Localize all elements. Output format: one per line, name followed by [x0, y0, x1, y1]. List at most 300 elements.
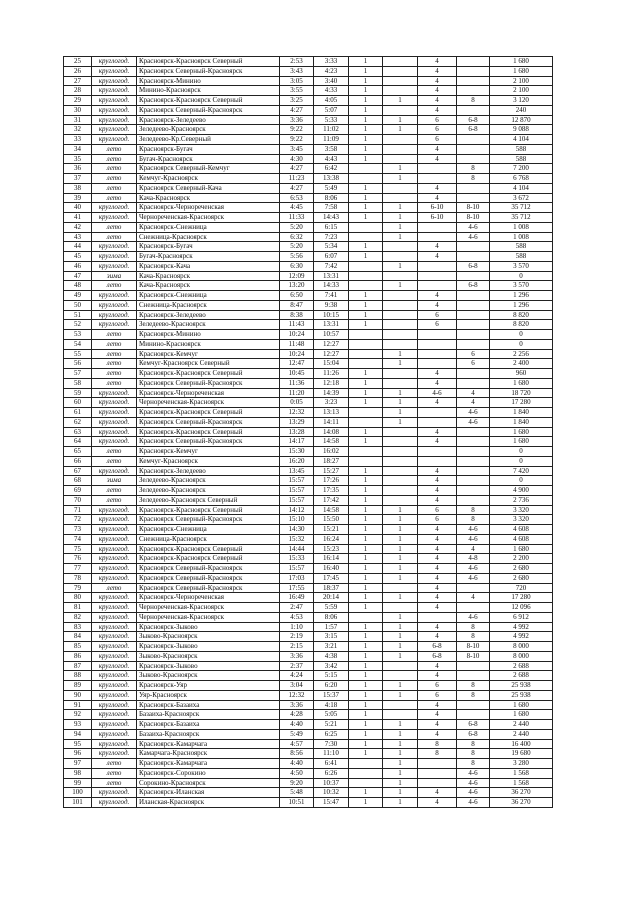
arrival-time-cell: 5:15: [314, 671, 349, 681]
count-a-cell: 1: [349, 76, 383, 86]
row-number-cell: 79: [64, 583, 92, 593]
count-b-cell: [383, 339, 418, 349]
season-cell: зима: [92, 271, 137, 281]
row-number-cell: 58: [64, 378, 92, 388]
table-row: [64, 252, 553, 262]
cars-a-cell: 4: [418, 96, 457, 106]
count-a-cell: [349, 261, 383, 271]
route-cell: Красноярск-Камарчага: [137, 739, 280, 749]
count-b-cell: [383, 105, 418, 115]
table-row: [64, 671, 553, 681]
cars-a-cell: [418, 271, 457, 281]
amount-cell: 1 296: [490, 300, 553, 310]
cars-b-cell: 8: [457, 749, 490, 759]
departure-time-cell: 3:43: [280, 66, 314, 76]
count-a-cell: [349, 232, 383, 242]
count-a-cell: 1: [349, 378, 383, 388]
cars-b-cell: 6-8: [457, 720, 490, 730]
count-b-cell: 1: [383, 213, 418, 223]
cars-a-cell: 4: [418, 583, 457, 593]
cars-b-cell: 4-6: [457, 768, 490, 778]
table-row: [64, 183, 553, 193]
cars-a-cell: 4: [418, 398, 457, 408]
departure-time-cell: 13:29: [280, 417, 314, 427]
arrival-time-cell: 10:37: [314, 778, 349, 788]
cars-a-cell: 4: [418, 378, 457, 388]
count-b-cell: [383, 242, 418, 252]
count-b-cell: [383, 466, 418, 476]
season-cell: круглогод.: [92, 690, 137, 700]
table-row: [64, 320, 553, 330]
arrival-time-cell: 10:15: [314, 310, 349, 320]
cars-b-cell: 4-6: [457, 534, 490, 544]
count-b-cell: [383, 495, 418, 505]
departure-time-cell: 6:53: [280, 193, 314, 203]
amount-cell: 25 938: [490, 681, 553, 691]
table-row: [64, 378, 553, 388]
count-b-cell: 1: [383, 720, 418, 730]
amount-cell: 36 270: [490, 798, 553, 808]
route-cell: Сорокино-Красноярск: [137, 778, 280, 788]
season-cell: лето: [92, 456, 137, 466]
count-a-cell: [349, 447, 383, 457]
count-a-cell: [349, 330, 383, 340]
cars-a-cell: 4: [418, 573, 457, 583]
cars-a-cell: 4: [418, 291, 457, 301]
cars-a-cell: 4: [418, 466, 457, 476]
route-cell: Красноярск-Чернореченская: [137, 593, 280, 603]
cars-b-cell: 6-8: [457, 281, 490, 291]
table-row: [64, 632, 553, 642]
cars-a-cell: 4: [418, 476, 457, 486]
count-b-cell: [383, 57, 418, 67]
arrival-time-cell: 6:07: [314, 252, 349, 262]
schedule-rows: [64, 57, 553, 808]
route-cell: Красноярск-Кемчуг: [137, 447, 280, 457]
arrival-time-cell: 15:47: [314, 798, 349, 808]
cars-a-cell: [418, 612, 457, 622]
departure-time-cell: 14:17: [280, 437, 314, 447]
count-a-cell: 1: [349, 739, 383, 749]
amount-cell: 17 280: [490, 398, 553, 408]
arrival-time-cell: 13:31: [314, 271, 349, 281]
route-cell: Камарчага-Красноярск: [137, 749, 280, 759]
cars-a-cell: 4: [418, 86, 457, 96]
table-row: [64, 720, 553, 730]
count-a-cell: 1: [349, 66, 383, 76]
season-cell: лето: [92, 495, 137, 505]
count-b-cell: 1: [383, 232, 418, 242]
route-cell: Иланская-Красноярск: [137, 798, 280, 808]
season-cell: лето: [92, 778, 137, 788]
departure-time-cell: 15:57: [280, 495, 314, 505]
departure-time-cell: 3:04: [280, 681, 314, 691]
count-a-cell: 1: [349, 486, 383, 496]
cars-b-cell: 4-6: [457, 612, 490, 622]
departure-time-cell: 3:36: [280, 115, 314, 125]
amount-cell: 3 120: [490, 96, 553, 106]
table-row: [64, 193, 553, 203]
route-cell: Красноярск Северный-Красноярск: [137, 66, 280, 76]
cars-a-cell: [418, 281, 457, 291]
amount-cell: 3 320: [490, 515, 553, 525]
cars-b-cell: 8-10: [457, 213, 490, 223]
departure-time-cell: 3:25: [280, 96, 314, 106]
route-cell: Красноярск-Камарчага: [137, 759, 280, 769]
count-a-cell: 1: [349, 505, 383, 515]
table-row: [64, 144, 553, 154]
amount-cell: 8 820: [490, 310, 553, 320]
amount-cell: 2 100: [490, 76, 553, 86]
count-b-cell: [383, 144, 418, 154]
cars-a-cell: 6: [418, 320, 457, 330]
cars-a-cell: 4: [418, 710, 457, 720]
departure-time-cell: 15:57: [280, 486, 314, 496]
count-b-cell: [383, 427, 418, 437]
cars-b-cell: 8: [457, 96, 490, 106]
amount-cell: 6 912: [490, 612, 553, 622]
row-number-cell: 99: [64, 778, 92, 788]
count-b-cell: [383, 76, 418, 86]
count-a-cell: 1: [349, 593, 383, 603]
row-number-cell: 29: [64, 96, 92, 106]
season-cell: круглогод.: [92, 57, 137, 67]
count-b-cell: 1: [383, 632, 418, 642]
route-cell: Зеледеево-Красноярск: [137, 125, 280, 135]
departure-time-cell: 8:38: [280, 310, 314, 320]
row-number-cell: 46: [64, 261, 92, 271]
count-b-cell: 1: [383, 203, 418, 213]
count-b-cell: [383, 437, 418, 447]
table-row: [64, 749, 553, 759]
amount-cell: 588: [490, 154, 553, 164]
cars-a-cell: 6: [418, 310, 457, 320]
row-number-cell: 72: [64, 515, 92, 525]
arrival-time-cell: 6:15: [314, 222, 349, 232]
row-number-cell: 50: [64, 300, 92, 310]
cars-a-cell: 6-10: [418, 213, 457, 223]
cars-b-cell: [457, 603, 490, 613]
row-number-cell: 91: [64, 700, 92, 710]
cars-b-cell: 6: [457, 349, 490, 359]
count-b-cell: [383, 320, 418, 330]
table-row: [64, 213, 553, 223]
table-row: [64, 729, 553, 739]
count-a-cell: 1: [349, 398, 383, 408]
route-cell: Красноярск-Зыково: [137, 622, 280, 632]
cars-a-cell: 6-8: [418, 651, 457, 661]
table-row: [64, 388, 553, 398]
count-a-cell: 1: [349, 622, 383, 632]
arrival-time-cell: 14:58: [314, 505, 349, 515]
route-cell: Красноярск-Красноярск Северный: [137, 57, 280, 67]
cars-a-cell: 6-8: [418, 642, 457, 652]
count-b-cell: [383, 369, 418, 379]
table-row: [64, 466, 553, 476]
season-cell: круглогод.: [92, 203, 137, 213]
season-cell: круглогод.: [92, 788, 137, 798]
count-a-cell: [349, 164, 383, 174]
season-cell: лето: [92, 222, 137, 232]
arrival-time-cell: 4:43: [314, 154, 349, 164]
row-number-cell: 45: [64, 252, 92, 262]
arrival-time-cell: 1:57: [314, 622, 349, 632]
departure-time-cell: 15:10: [280, 515, 314, 525]
departure-time-cell: 12:32: [280, 690, 314, 700]
row-number-cell: 38: [64, 183, 92, 193]
departure-time-cell: 2:19: [280, 632, 314, 642]
table-row: [64, 525, 553, 535]
cars-b-cell: [457, 271, 490, 281]
amount-cell: 35 712: [490, 213, 553, 223]
departure-time-cell: 11:36: [280, 378, 314, 388]
count-b-cell: 1: [383, 417, 418, 427]
row-number-cell: 74: [64, 534, 92, 544]
amount-cell: 12 870: [490, 115, 553, 125]
count-b-cell: 1: [383, 788, 418, 798]
cars-b-cell: [457, 339, 490, 349]
row-number-cell: 82: [64, 612, 92, 622]
table-row: [64, 417, 553, 427]
row-number-cell: 47: [64, 271, 92, 281]
season-cell: круглогод.: [92, 564, 137, 574]
cars-a-cell: 4: [418, 671, 457, 681]
count-a-cell: 1: [349, 242, 383, 252]
cars-b-cell: [457, 447, 490, 457]
table-row: [64, 349, 553, 359]
route-cell: Красноярск-Красноярск Северный: [137, 427, 280, 437]
count-b-cell: 1: [383, 798, 418, 808]
departure-time-cell: 13:28: [280, 427, 314, 437]
count-a-cell: 1: [349, 690, 383, 700]
cars-b-cell: [457, 378, 490, 388]
departure-time-cell: 6:50: [280, 291, 314, 301]
arrival-time-cell: 12:27: [314, 349, 349, 359]
cars-b-cell: 8: [457, 174, 490, 184]
count-a-cell: 1: [349, 525, 383, 535]
departure-time-cell: 3:05: [280, 76, 314, 86]
route-cell: Красноярск-Бугач: [137, 144, 280, 154]
count-a-cell: 1: [349, 96, 383, 106]
season-cell: круглогод.: [92, 213, 137, 223]
cars-b-cell: 8: [457, 759, 490, 769]
table-row: [64, 593, 553, 603]
table-row: [64, 232, 553, 242]
departure-time-cell: 14:30: [280, 525, 314, 535]
cars-a-cell: 6: [418, 681, 457, 691]
amount-cell: 2 688: [490, 671, 553, 681]
row-number-cell: 85: [64, 642, 92, 652]
count-a-cell: 1: [349, 427, 383, 437]
season-cell: круглогод.: [92, 291, 137, 301]
amount-cell: 3 280: [490, 759, 553, 769]
departure-time-cell: 4:50: [280, 768, 314, 778]
departure-time-cell: 5:20: [280, 222, 314, 232]
cars-b-cell: 8: [457, 739, 490, 749]
table-row: [64, 690, 553, 700]
count-a-cell: 1: [349, 544, 383, 554]
season-cell: круглогод.: [92, 437, 137, 447]
route-cell: Снежница-Красноярск: [137, 232, 280, 242]
season-cell: круглогод.: [92, 632, 137, 642]
row-number-cell: 83: [64, 622, 92, 632]
amount-cell: 1 680: [490, 437, 553, 447]
arrival-time-cell: 5:34: [314, 242, 349, 252]
departure-time-cell: 8:47: [280, 300, 314, 310]
amount-cell: 8 000: [490, 651, 553, 661]
count-b-cell: [383, 330, 418, 340]
season-cell: лето: [92, 330, 137, 340]
count-a-cell: 1: [349, 203, 383, 213]
cars-a-cell: [418, 222, 457, 232]
count-a-cell: 1: [349, 720, 383, 730]
table-row: [64, 66, 553, 76]
cars-a-cell: 4: [418, 183, 457, 193]
departure-time-cell: 4:45: [280, 203, 314, 213]
row-number-cell: 49: [64, 291, 92, 301]
cars-b-cell: [457, 495, 490, 505]
route-cell: Красноярск Северный-Красноярск: [137, 515, 280, 525]
amount-cell: 9 088: [490, 125, 553, 135]
count-b-cell: [383, 154, 418, 164]
departure-time-cell: 3:36: [280, 700, 314, 710]
count-b-cell: 1: [383, 729, 418, 739]
row-number-cell: 32: [64, 125, 92, 135]
departure-time-cell: 10:24: [280, 330, 314, 340]
row-number-cell: 86: [64, 651, 92, 661]
cars-a-cell: 4: [418, 105, 457, 115]
arrival-time-cell: 8:06: [314, 612, 349, 622]
amount-cell: 17 280: [490, 593, 553, 603]
row-number-cell: 40: [64, 203, 92, 213]
row-number-cell: 36: [64, 164, 92, 174]
arrival-time-cell: 16:24: [314, 534, 349, 544]
season-cell: круглогод.: [92, 125, 137, 135]
cars-a-cell: [418, 447, 457, 457]
departure-time-cell: 4:27: [280, 105, 314, 115]
table-row: [64, 564, 553, 574]
count-b-cell: 1: [383, 408, 418, 418]
row-number-cell: 76: [64, 554, 92, 564]
arrival-time-cell: 18:37: [314, 583, 349, 593]
table-row: [64, 76, 553, 86]
season-cell: лето: [92, 759, 137, 769]
amount-cell: 1 680: [490, 427, 553, 437]
amount-cell: 2 100: [490, 86, 553, 96]
row-number-cell: 53: [64, 330, 92, 340]
arrival-time-cell: 4:33: [314, 86, 349, 96]
departure-time-cell: 5:20: [280, 242, 314, 252]
amount-cell: 19 680: [490, 749, 553, 759]
departure-time-cell: 6:32: [280, 232, 314, 242]
season-cell: круглогод.: [92, 105, 137, 115]
cars-b-cell: [457, 583, 490, 593]
count-a-cell: 1: [349, 573, 383, 583]
route-cell: Красноярск-Сорокино: [137, 768, 280, 778]
count-a-cell: [349, 359, 383, 369]
departure-time-cell: 2:37: [280, 661, 314, 671]
amount-cell: 4 608: [490, 525, 553, 535]
departure-time-cell: 5:48: [280, 788, 314, 798]
season-cell: круглогод.: [92, 310, 137, 320]
cars-a-cell: 4-6: [418, 388, 457, 398]
count-b-cell: 1: [383, 651, 418, 661]
season-cell: круглогод.: [92, 408, 137, 418]
arrival-time-cell: 3:42: [314, 661, 349, 671]
row-number-cell: 34: [64, 144, 92, 154]
count-a-cell: [349, 759, 383, 769]
amount-cell: 720: [490, 583, 553, 593]
route-cell: Красноярск-Зыково: [137, 661, 280, 671]
table-row: [64, 242, 553, 252]
cars-a-cell: 4: [418, 57, 457, 67]
cars-a-cell: 4: [418, 525, 457, 535]
table-row: [64, 778, 553, 788]
season-cell: лето: [92, 183, 137, 193]
amount-cell: 12 096: [490, 603, 553, 613]
count-b-cell: 1: [383, 768, 418, 778]
departure-time-cell: 2:47: [280, 603, 314, 613]
count-a-cell: 1: [349, 57, 383, 67]
arrival-time-cell: 5:59: [314, 603, 349, 613]
departure-time-cell: 17:55: [280, 583, 314, 593]
count-a-cell: [349, 271, 383, 281]
cars-b-cell: [457, 144, 490, 154]
route-cell: Красноярск Северный-Красноярск: [137, 583, 280, 593]
route-cell: Зеледеево-Кр.Северный: [137, 135, 280, 145]
cars-b-cell: [457, 437, 490, 447]
route-cell: Красноярск Северный-Красноярск: [137, 564, 280, 574]
season-cell: круглогод.: [92, 261, 137, 271]
count-b-cell: 1: [383, 398, 418, 408]
count-b-cell: 1: [383, 125, 418, 135]
arrival-time-cell: 11:02: [314, 125, 349, 135]
amount-cell: 0: [490, 271, 553, 281]
season-cell: круглогод.: [92, 388, 137, 398]
arrival-time-cell: 3:15: [314, 632, 349, 642]
route-cell: Базаиха-Красноярск: [137, 710, 280, 720]
departure-time-cell: 6:30: [280, 261, 314, 271]
count-a-cell: [349, 339, 383, 349]
season-cell: круглогод.: [92, 66, 137, 76]
table-row: [64, 86, 553, 96]
cars-b-cell: [457, 310, 490, 320]
departure-time-cell: 15:32: [280, 534, 314, 544]
amount-cell: 1 680: [490, 66, 553, 76]
count-a-cell: 1: [349, 154, 383, 164]
cars-a-cell: [418, 768, 457, 778]
arrival-time-cell: 5:49: [314, 183, 349, 193]
arrival-time-cell: 15:37: [314, 690, 349, 700]
season-cell: круглогод.: [92, 466, 137, 476]
row-number-cell: 92: [64, 710, 92, 720]
count-b-cell: [383, 271, 418, 281]
amount-cell: 2 680: [490, 573, 553, 583]
count-a-cell: 1: [349, 105, 383, 115]
arrival-time-cell: 6:26: [314, 768, 349, 778]
count-b-cell: [383, 456, 418, 466]
departure-time-cell: 14:12: [280, 505, 314, 515]
row-number-cell: 41: [64, 213, 92, 223]
row-number-cell: 52: [64, 320, 92, 330]
route-cell: Зеледеево-Красноярск Северный: [137, 495, 280, 505]
count-b-cell: [383, 710, 418, 720]
route-cell: Красноярск-Бугач: [137, 242, 280, 252]
arrival-time-cell: 5:21: [314, 720, 349, 730]
route-cell: Красноярск-Зеледеево: [137, 466, 280, 476]
count-a-cell: 1: [349, 193, 383, 203]
season-cell: круглогод.: [92, 681, 137, 691]
